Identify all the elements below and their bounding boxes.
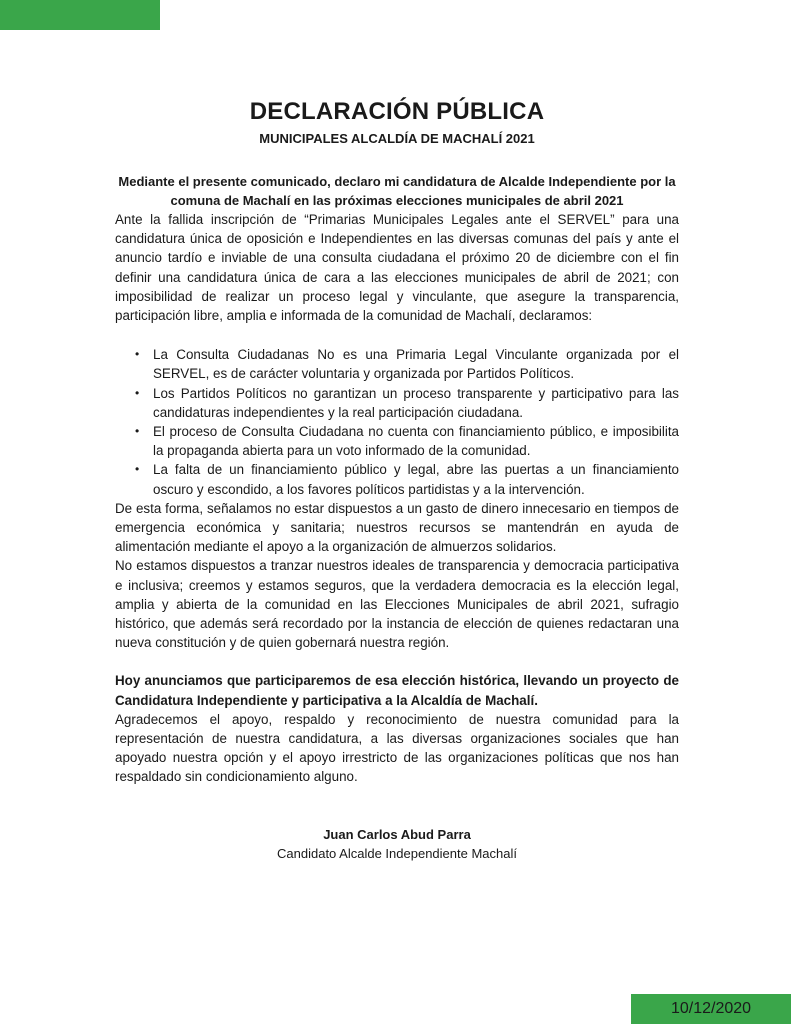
bullet-icon: • [135,462,140,477]
bullet-icon: • [135,385,140,400]
list-item [115,345,679,383]
document-title: DECLARACIÓN PÚBLICA [249,98,545,125]
list-item-text: Los Partidos Políticos no garantizan un proceso transparente y participativo para las candidaturas independientes y la real participación ciudadana. [153,385,679,420]
declarations-list [115,345,679,499]
top-left-accent-bar [0,0,160,30]
signature-role: Candidato Alcalde Independiente Machalí [277,845,517,861]
list-item [115,422,679,460]
bullet-icon: • [135,424,140,439]
paragraph-thanks: Agradecemos el apoyo, respaldo y reconocimiento de nuestra comunidad para la representación de nuestra candidatura, a las diversas organizaciones sociales que han apoyado nuestra opción y el apoyo irrestricto de las organizaciones políticas que nos han respaldado sin condicionamiento alguno. [115,711,679,785]
list-item [115,460,679,498]
list-item [115,384,679,422]
bullet-icon: • [135,347,140,362]
declaration-document [115,96,679,863]
paragraph-democracy: No estamos dispuestos a tranzar nuestros ideales de transparencia y democracia participativa e inclusiva; creemos y estamos seguros, que la verdadera democracia es la elección legal, amplia y abierta de la comunidad en las Elecciones Municipales de abril 2021, sufragio histórico, que además será recordado por la instancia de elección de quienes redactaran una nueva constitución y de quien gobernará nuestra región. [115,558,679,651]
date-badge: 10/12/2020 [631,994,791,1024]
paragraph-resources: De esta forma, señalamos no estar dispuestos a un gasto de dinero innecesario en tiempos de emergencia económica y sanitaria; nuestros recursos se mantendrán en ayuda de alimentación mediante el apoyo a la organización de almuerzos solidarios. [115,500,679,555]
lead-statement: Mediante el presente comunicado, declaro mi candidatura de Alcalde Independiente por la comuna de Machalí en las próximas elecciones municipales de abril 2021 [118,174,676,208]
list-item-text: El proceso de Consulta Ciudadana no cuenta con financiamiento público, e imposibilita la propaganda abierta para un voto informado de la comunidad. [153,424,679,459]
list-item-text: La falta de un financiamiento público y legal, abre las puertas a un financiamiento oscuro y escondido, a los favores políticos partidistas y a la intervención. [153,462,679,497]
document-subtitle: MUNICIPALES ALCALDÍA DE MACHALÍ 2021 [259,131,535,146]
signature-block [115,825,679,863]
paragraph-context: Ante la fallida inscripción de “Primarias Municipales Legales ante el SERVEL” para una candidatura única de oposición e Independientes en las diversas comunas del país y ante el anuncio tardío e inviable de una consulta ciudadana el próximo 20 de diciembre con el fin definir una candidatura única de cara a las elecciones municipales de abril de 2021; con imposibilidad de realizar un proceso legal y vinculante, que asegure la transparencia, participación libre, amplia e informada de la comunidad de Machalí, declaramos: [115,212,679,324]
paragraph-announcement: Hoy anunciamos que participaremos de esa elección histórica, llevando un proyecto de Candidatura Independiente y participativa a la Alcaldía de Machalí. [115,673,679,708]
signature-name: Juan Carlos Abud Parra [323,826,471,842]
list-item-text: La Consulta Ciudadanas No es una Primaria Legal Vinculante organizada por el SERVEL, es de carácter voluntaria y organizada por Partidos Políticos. [153,347,679,382]
